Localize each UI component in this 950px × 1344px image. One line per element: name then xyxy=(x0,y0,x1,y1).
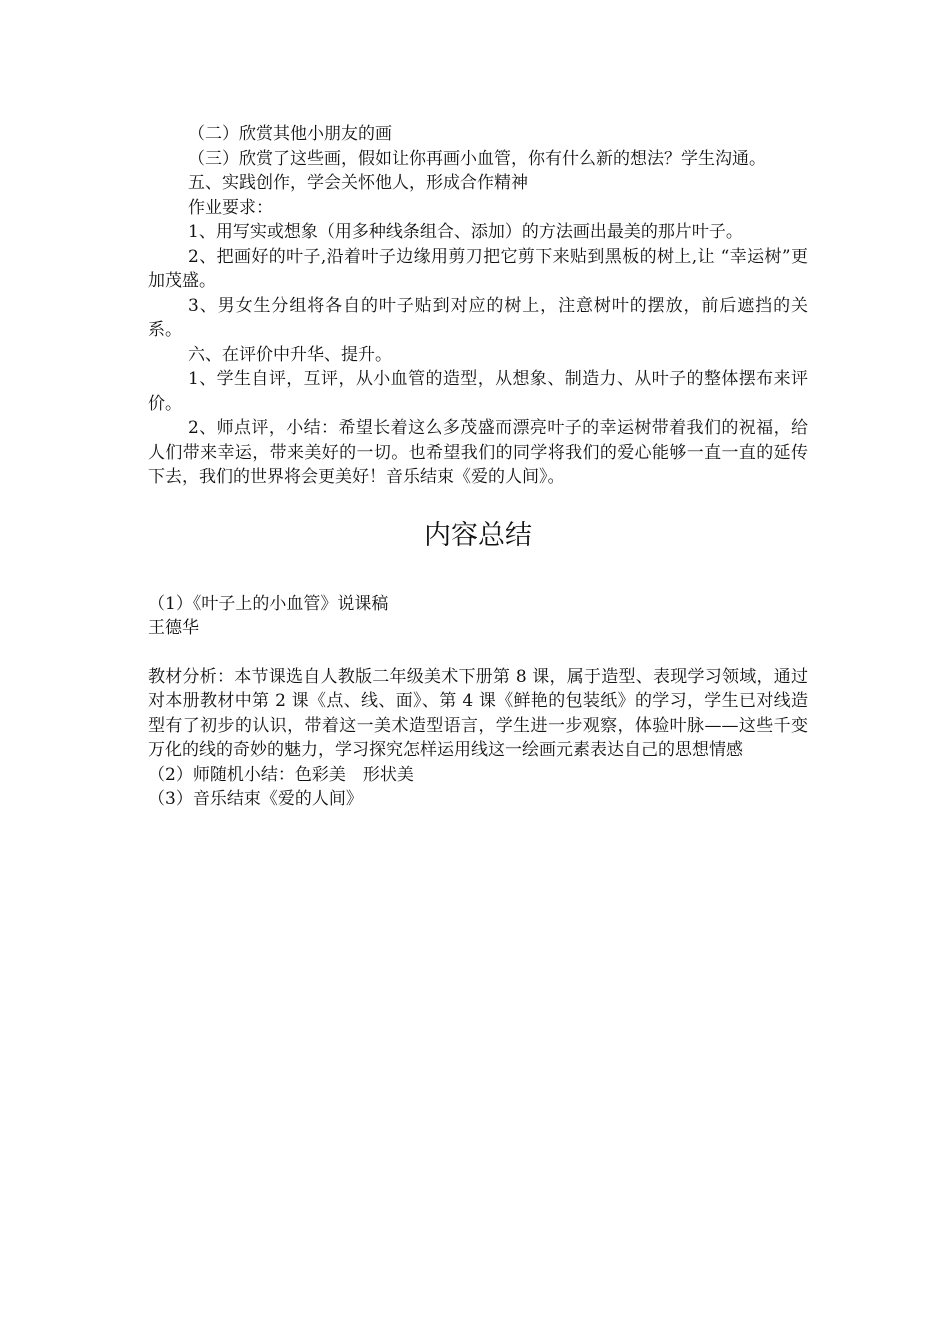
paragraph-evaluation-heading: 六、在评价中升华、提升。 xyxy=(188,344,392,365)
summary-item-3: （3）音乐结束《爱的人间》 xyxy=(148,789,363,809)
paragraph-practice-creation: 五、实践创作，学会关怀他人，形成合作精神 xyxy=(188,173,528,193)
paragraph-new-ideas: （三）欣赏了这些画，假如让你再画小血管，你有什么新的想法？学生沟通。 xyxy=(188,148,766,169)
summary-material-analysis: 教材分析：本节课选自人教版二年级美术下册第 8 课，属于造型、表现学习领域，通过对本册教材中第 2 课《点、线、面》、第 4 课《鲜艳的包装纸》的学习，学生已对线造型有了初步的认识，带着这一美术造型语言，学生进一步观察，体验叶脉——这些千变万化的线的奇妙的魅力，学习探究怎样运用线这一绘画元素表达自己的思想情感 xyxy=(148,666,808,760)
paragraph-evaluation-item-2: 2、师点评，小结：希望长着这么多茂盛而漂亮叶子的幸运树带着我们的祝福，给人们带来幸运，带来美好的一切。也希望我们的同学将我们的爱心能够一直一直的延传下去，我们的世界将会更美好！音乐结束《爱的人间》。 xyxy=(148,418,808,487)
summary-title-line: （1）《叶子上的小血管》说课稿 xyxy=(148,593,389,614)
paragraph-homework-item-3: 3、男女生分组将各自的叶子贴到对应的树上，注意树叶的摆放，前后遮挡的关系。 xyxy=(148,295,808,340)
paragraph-evaluation-item-1: 1、学生自评，互评，从小血管的造型，从想象、制造力、从叶子的整体摆布来评价。 xyxy=(148,369,808,414)
page-content xyxy=(148,122,808,812)
summary-heading: 内容总结 xyxy=(424,519,532,551)
summary-item-2: （2）师随机小结：色彩美 形状美 xyxy=(148,764,414,785)
paragraph-appreciate-other-drawings: （二）欣赏其他小朋友的画 xyxy=(188,124,392,144)
paragraph-homework-item-1: 1、用写实或想象（用多种线条组合、添加）的方法画出最美的那片叶子。 xyxy=(188,222,743,242)
summary-author: 王德华 xyxy=(148,618,199,638)
paragraph-homework-item-2: 2、把画好的叶子,沿着叶子边缘用剪刀把它剪下来贴到黑板的树上,让 “幸运树”更加茂盛。 xyxy=(148,246,808,291)
paragraph-homework-label: 作业要求： xyxy=(188,197,273,218)
